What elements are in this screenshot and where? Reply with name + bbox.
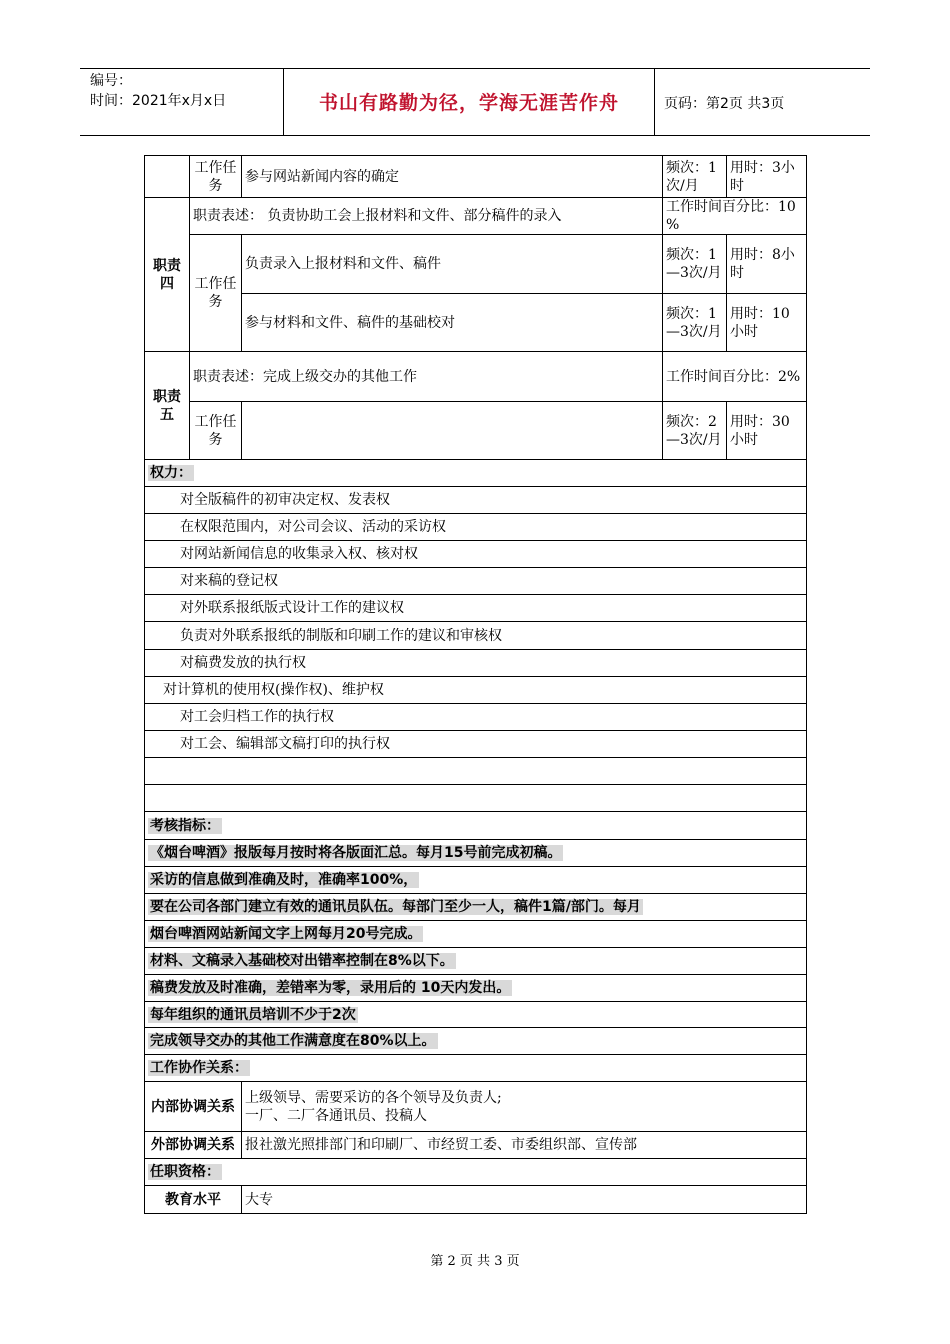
power-row: [145, 487, 807, 514]
job-description-table: [144, 155, 807, 1214]
kpi-item-8: 完成领导交办的其他工作满意度在80%以上。: [150, 1033, 436, 1049]
internal-coordination-value: [242, 1082, 807, 1132]
duty4-desc: 职责表述： 负责协助工会上报材料和文件、部分稿件的录入: [190, 198, 663, 235]
duty5-freq: 频次：2—3次/月: [663, 402, 727, 460]
internal-coordination-label: 内部协调关系: [145, 1082, 242, 1132]
duty3-time: 用时：3小时: [727, 156, 807, 198]
kpi-row: [145, 975, 807, 1002]
power-item-10: 对工会、编辑部文稿打印的执行权: [145, 731, 807, 758]
duty3-freq: 频次：1次/月: [663, 156, 727, 198]
duty4-task-1-time: 用时：8小时: [727, 235, 807, 294]
power-row: [145, 677, 807, 704]
duty3-task-text: 参与网站新闻内容的确定: [242, 156, 663, 198]
time-label: 时间：2021年x月x日: [90, 93, 227, 109]
power-item-4: 对来稿的登记权: [145, 568, 807, 595]
education-label: 教育水平: [145, 1186, 242, 1214]
duty4-label: 职责四: [145, 198, 190, 352]
kpi-row: [145, 921, 807, 948]
internal-coordination-line-2: 一厂、二厂各通讯员、投稿人: [245, 1107, 427, 1124]
kpi-item-7: 每年组织的通讯员培训不少于2次: [150, 1006, 356, 1023]
power-item-5: 对外联系报纸版式设计工作的建议权: [145, 595, 807, 622]
header-divider-right: [654, 68, 655, 136]
kpi-item-2: 采访的信息做到准确及时，准确率100%，: [150, 872, 418, 888]
power-row: [145, 704, 807, 731]
education-row: [145, 1186, 807, 1214]
internal-coordination-row: [145, 1082, 807, 1132]
kpi-item-4: 烟台啤酒网站新闻文字上网每月20号完成。: [150, 926, 422, 942]
page-footer: 第 2 页 共 3 页: [430, 1254, 520, 1269]
duty4-task-2-freq: 频次：1—3次/月: [663, 294, 727, 352]
power-row: [145, 514, 807, 541]
power-row: [145, 568, 807, 595]
cooperation-title-row: [145, 1055, 807, 1082]
power-item-7: 对稿费发放的执行权: [145, 650, 807, 677]
duty4-desc-row: [145, 198, 807, 235]
power-row: [145, 622, 807, 650]
power-item-3: 对网站新闻信息的收集录入权、核对权: [145, 541, 807, 568]
duty5-time: 用时：30小时: [727, 402, 807, 460]
power-item-9: 对工会归档工作的执行权: [145, 704, 807, 731]
duty5-task-row: [145, 402, 807, 460]
duty4-task-2-text: 参与材料和文件、稿件的基础校对: [242, 294, 663, 352]
kpi-item-3: 要在公司各部门建立有效的通讯员队伍。每部门至少一人，稿件1篇/部门。每月: [150, 899, 641, 915]
duty4-percent: 工作时间百分比：10 %: [663, 198, 807, 235]
kpi-row: [145, 1028, 807, 1055]
powers-title-row: [145, 460, 807, 487]
motto-title: 书山有路勤为径，学海无涯苦作舟: [318, 92, 619, 114]
kpi-title-row: [145, 812, 807, 840]
kpi-row: [145, 894, 807, 921]
duty5-desc: 职责表述：完成上级交办的其他工作: [190, 352, 663, 402]
kpi-row: [145, 867, 807, 894]
power-item-1: 对全版稿件的初审决定权、发表权: [145, 487, 807, 514]
power-row: [145, 541, 807, 568]
kpi-item-6: 稿费发放及时准确，差错率为零，录用后的 10天内发出。: [150, 980, 511, 996]
cooperation-title: 工作协作关系：: [150, 1060, 248, 1076]
kpi-item-1: 《烟台啤酒》报版每月按时将各版面汇总。每月15号前完成初稿。: [150, 845, 562, 861]
qualification-title-row: [145, 1159, 807, 1186]
power-row: [145, 595, 807, 622]
external-coordination-row: [145, 1132, 807, 1159]
powers-title: 权力：: [150, 465, 192, 481]
duty4-task-label: 工作任务: [190, 235, 242, 352]
kpi-item-5: 材料、文稿录入基础校对出错率控制在8%以下。: [150, 953, 454, 969]
power-item-2: 在权限范围内，对公司会议、活动的采访权: [145, 514, 807, 541]
duty4-task-1-text: 负责录入上报材料和文件、稿件: [242, 235, 663, 294]
header-top-rule: [80, 68, 870, 69]
duty5-label: 职责五: [145, 352, 190, 460]
duty4-task-2-time: 用时：10小时: [727, 294, 807, 352]
power-item-8: 对计算机的使用权(操作权)、维护权: [145, 677, 807, 704]
power-row: [145, 650, 807, 677]
qualification-title: 任职资格：: [150, 1164, 220, 1180]
education-value: 大专: [242, 1186, 807, 1214]
power-item-6: 负责对外联系报纸的制版和印刷工作的建议和审核权: [145, 622, 807, 650]
power-empty-row: [145, 785, 807, 812]
power-row: [145, 731, 807, 758]
duty4-task-row-1: [145, 235, 807, 294]
duty3-label-cell: [145, 156, 190, 198]
internal-coordination-line-1: 上级领导、需要采访的各个领导及负责人;: [245, 1089, 502, 1106]
duty5-percent: 工作时间百分比：2%: [663, 352, 807, 402]
power-empty-row: [145, 758, 807, 785]
kpi-row: [145, 948, 807, 975]
page-number-label: 页码：第2页 共3页: [664, 96, 785, 112]
duty3-task-label: 工作任务: [190, 156, 242, 198]
external-coordination-label: 外部协调关系: [145, 1132, 242, 1159]
kpi-title: 考核指标：: [150, 817, 220, 834]
duty4-task-1-freq: 频次：1—3次/月: [663, 235, 727, 294]
duty5-task-text: [242, 402, 663, 460]
kpi-row: [145, 1002, 807, 1028]
duty4-task-row-2: [145, 294, 807, 352]
duty5-desc-row: [145, 352, 807, 402]
external-coordination-value: 报社激光照排部门和印刷厂、市经贸工委、市委组织部、宣传部: [242, 1132, 807, 1159]
kpi-row: [145, 840, 807, 867]
duty3-task-row: [145, 156, 807, 198]
number-label: 编号：: [90, 73, 132, 89]
duty5-task-label: 工作任务: [190, 402, 242, 460]
header-bottom-rule: [80, 135, 870, 136]
